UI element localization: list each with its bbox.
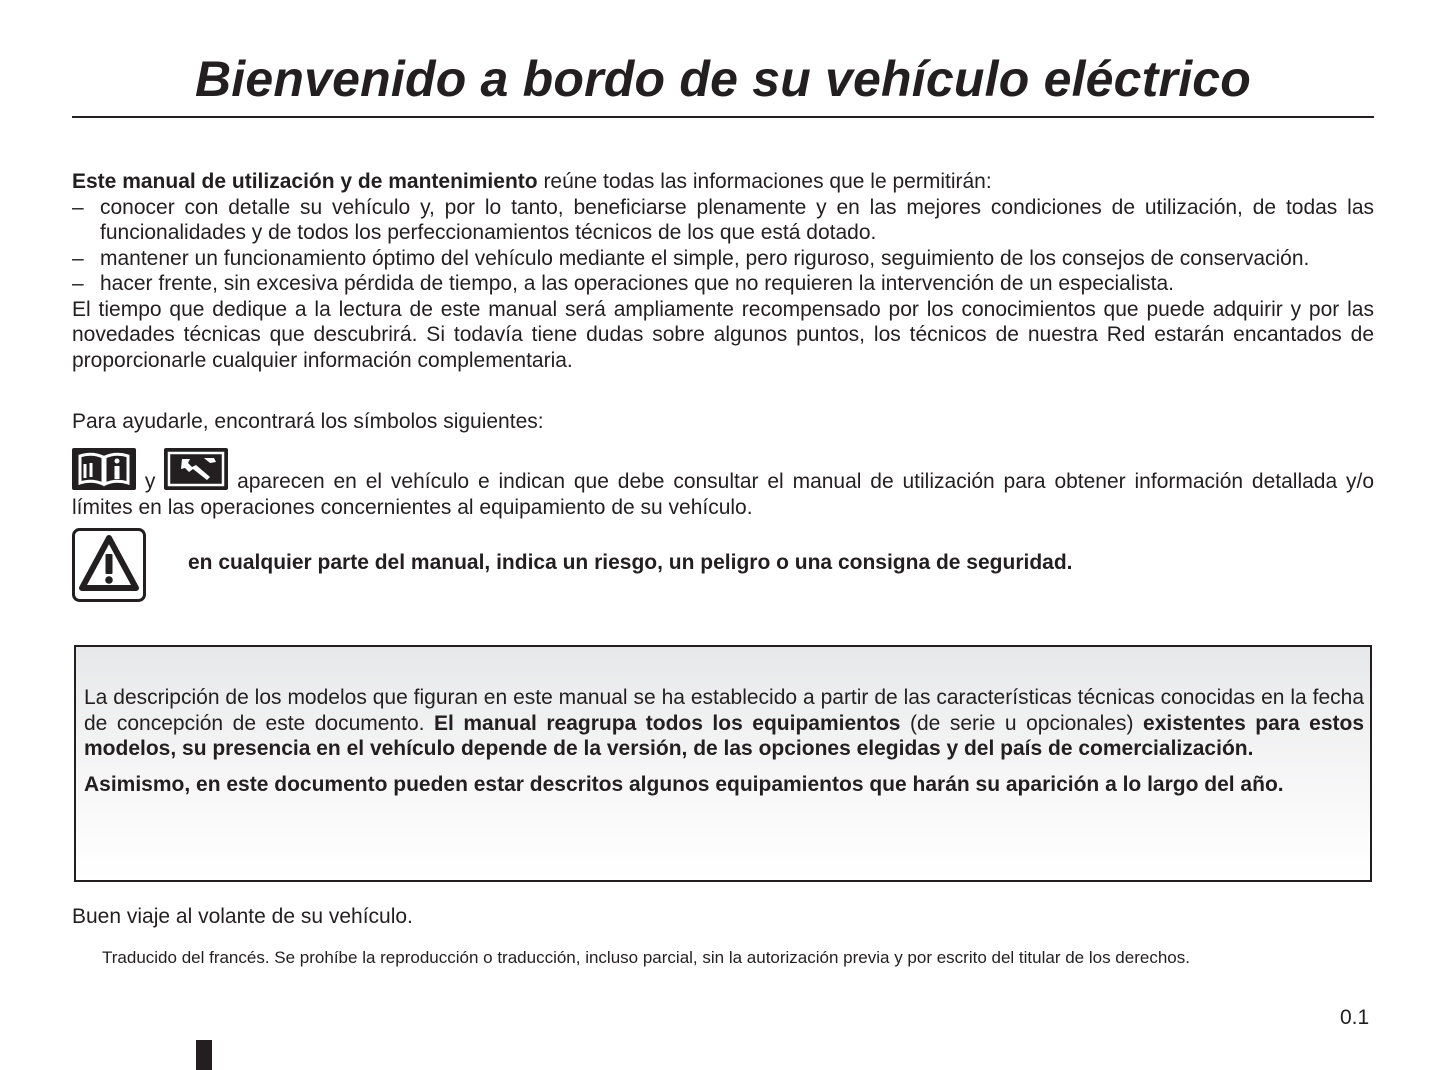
page-title: Bienvenido a bordo de su vehículo eléctrico (194, 51, 1252, 107)
notice-bold-text: El manual reagrupa todos los equipamientos (433, 711, 901, 735)
bullet-dash: – (72, 272, 84, 295)
bullet-text: hacer frente, sin excesiva pérdida de tiempo, a las operaciones que no requieren la intervención de un especialista. (100, 272, 1174, 295)
notice-text: (de serie u opcionales) (900, 711, 1144, 735)
notice-text: La descripción de los modelos que figuran en este manual se ha establecido a partir de las características técnicas conocidas en la fecha de concepción de este documento. (84, 686, 1364, 735)
title-divider (72, 116, 1374, 118)
bullet-text: mantener un funcionamiento óptimo del vehículo mediante el simple, pero riguroso, seguimiento de los consejos de conservación. (100, 246, 1310, 270)
list-item (72, 195, 1374, 246)
legal-notice: Traducido del francés. Se prohíbe la reproducción o traducción, incluso parcial, sin la autorización previa y por escrito del titular de los derechos. (102, 948, 1190, 967)
intro-closing: El tiempo que dedique a la lectura de este manual será ampliamente recompensado por los conocimientos que puede adquirir y por las novedades técnicas que descubrirá. Si todavía tiene dudas sobre algunos puntos, los técnicos de nuestra Red estarán encantados de proporcionarle cualquier información complementaria. (72, 297, 1374, 372)
bullet-dash: – (72, 195, 84, 219)
bullet-dash: – (72, 246, 84, 270)
notice-paragraph-1 (84, 685, 1364, 762)
intro-section (72, 169, 1374, 373)
list-item (72, 246, 1374, 272)
page-edge-marker (196, 1040, 212, 1070)
symbols-conjunction: y (144, 470, 156, 493)
intro-lead (72, 169, 1374, 195)
notice-bold-text: existentes para estos modelos, su presencia en el vehículo depende de la versión, de las opciones elegidas y del país de comercialización. (84, 711, 1365, 760)
intro-lead-rest: reúne todas las informaciones que le permitirán: (537, 170, 992, 193)
symbols-description-text: aparecen en el vehículo e indican que debe consultar el manual de utilización para obtener información detallada y/o límites en las operaciones concernientes al equipamiento de su vehículo. (72, 470, 1375, 519)
notice-box (74, 645, 1372, 882)
warning-text: en cualquier parte del manual, indica un riesgo, un peligro o una consigna de seguridad. (188, 551, 1073, 574)
manual-book-icon (72, 448, 136, 490)
wrench-service-icon (164, 448, 228, 490)
notice-paragraph-2 (84, 772, 1364, 798)
notice-bold-text: Asimismo, en este documento pueden estar descritos algunos equipamientos que harán su aparición a lo largo del año. (84, 772, 1284, 796)
warning-triangle-icon (72, 528, 146, 602)
bullet-text: conocer con detalle su vehículo y, por lo tanto, beneficiarse plenamente y en las mejores condiciones de utilización, de todas las funcionalidades y de todos los perfeccionamientos técnicos de los que está dotado. (100, 195, 1374, 244)
intro-lead-bold: Este manual de utilización y de mantenimiento (72, 170, 538, 193)
symbols-intro: Para ayudarle, encontrará los símbolos siguientes: (72, 410, 544, 433)
symbols-description (72, 448, 1374, 520)
intro-bullet-list (72, 195, 1374, 297)
page-number: 0.1 (1340, 1006, 1370, 1029)
farewell-text: Buen viaje al volante de su vehículo. (72, 905, 413, 928)
list-item (72, 271, 1374, 297)
